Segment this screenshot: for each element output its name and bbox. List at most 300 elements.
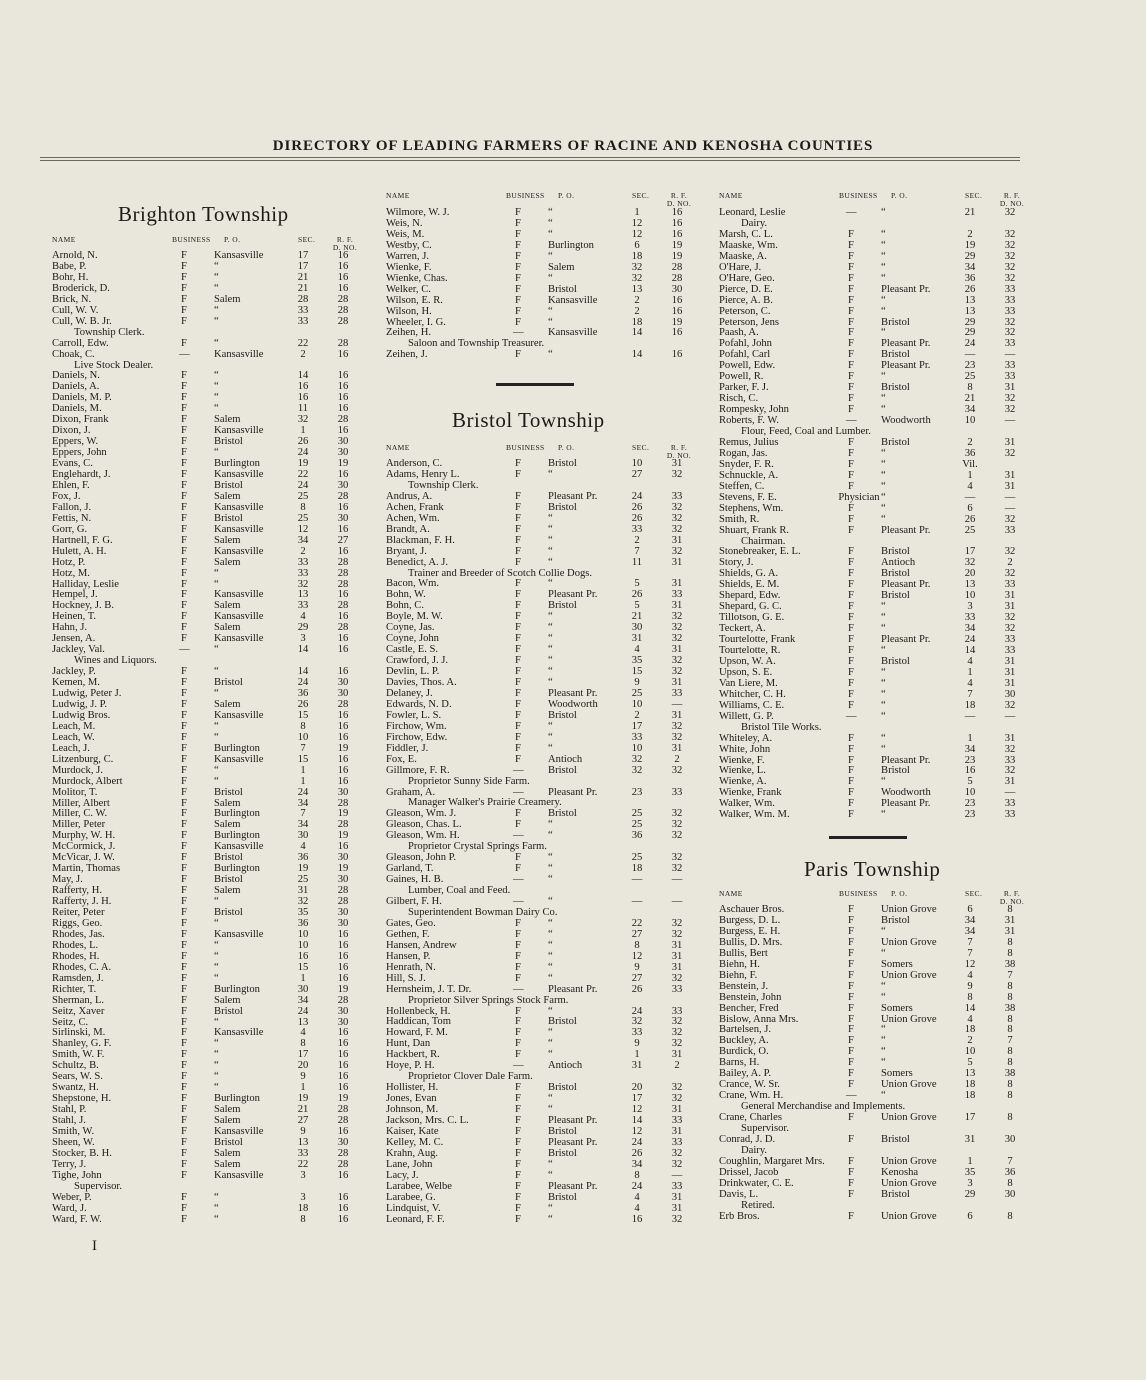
entry-name: Hartnell, F. G.	[52, 534, 113, 546]
entry-rfd: 28	[337, 1158, 349, 1170]
township-heading: Brighton Township	[118, 202, 289, 226]
directory-entry	[719, 349, 1019, 360]
entry-name: Fallon, J.	[52, 501, 92, 513]
directory-entry	[52, 1203, 352, 1214]
entry-po: “	[881, 710, 886, 722]
entry-name: Rhodes, L.	[52, 939, 99, 951]
entry-rfd: 28	[337, 819, 349, 831]
entry-rfd: 32	[671, 1093, 683, 1105]
entry-name: Paash, A.	[719, 327, 759, 339]
entry-section: 33	[297, 1147, 309, 1159]
entry-po: Bristol	[881, 765, 910, 777]
entry-name: Coyne, John	[386, 633, 439, 645]
entry-section: 22	[297, 1158, 309, 1170]
entry-business: F	[181, 1038, 187, 1050]
entry-po: Union Grove	[881, 936, 937, 948]
directory-entry	[52, 600, 352, 611]
entry-section: 18	[631, 863, 643, 875]
entry-rfd: 30	[337, 512, 349, 524]
entry-rfd: 32	[671, 852, 683, 864]
entry-rfd: 19	[337, 983, 349, 995]
entry-name: Roberts, F. W.	[719, 415, 780, 427]
entry-po: “	[214, 764, 219, 776]
entry-name: Smith, R.	[719, 513, 760, 525]
entry-name: Lindquist, V.	[386, 1202, 441, 1214]
directory-entry	[52, 984, 352, 995]
entry-name: Achen, Frank	[386, 501, 444, 513]
directory-entry	[52, 535, 352, 546]
entry-rfd: 31	[1004, 469, 1016, 481]
entry-rfd: 16	[337, 523, 349, 535]
entry-rfd: 31	[1004, 436, 1016, 448]
entry-name: Molitor, T.	[52, 786, 98, 798]
entry-po: “	[214, 720, 219, 732]
entry-rfd: 32	[671, 468, 683, 480]
entry-section: 18	[964, 1024, 976, 1036]
entry-section: 17	[964, 546, 976, 558]
directory-entry	[386, 458, 686, 469]
entry-name: Weis, N.	[386, 217, 423, 229]
column-header-sec: SEC.	[965, 889, 983, 898]
entry-po: “	[548, 1038, 553, 1050]
entry-po: “	[881, 991, 886, 1003]
entry-po: Kansasville	[214, 250, 264, 261]
entry-section: 32	[964, 557, 976, 569]
directory-entry	[719, 1035, 1019, 1046]
entry-rfd: 16	[337, 611, 349, 623]
entry-rfd: 32	[671, 1147, 683, 1159]
entry-po: Bristol	[881, 546, 910, 558]
entry-section: 25	[631, 808, 643, 820]
entry-rfd: 32	[671, 830, 683, 842]
entry-po: Bristol	[214, 479, 243, 491]
entry-business: F	[181, 819, 187, 831]
entry-name: Hoye, P. H.	[386, 1060, 435, 1072]
entry-section: 13	[297, 1016, 309, 1028]
directory-entry	[52, 349, 352, 360]
directory-entry	[719, 382, 1019, 393]
entry-rfd: 33	[1004, 305, 1016, 317]
entry-section: 9	[634, 1038, 640, 1050]
entry-business: F	[515, 600, 521, 612]
directory-entry	[386, 852, 686, 863]
directory-entry	[719, 711, 1019, 722]
entry-name: Gleason, John P.	[386, 852, 457, 864]
entry-section: 14	[631, 1115, 643, 1126]
entry-rfd: 16	[337, 589, 349, 601]
entry-rfd: 30	[337, 447, 349, 459]
entry-rfd: 33	[671, 589, 683, 601]
entry-po: Bristol	[881, 316, 910, 328]
directory-entry	[52, 1027, 352, 1038]
entry-business: —	[846, 710, 857, 722]
entry-rfd: —	[1004, 349, 1016, 361]
directory-entry	[719, 481, 1019, 492]
entry-business: F	[181, 808, 187, 820]
entry-business: F	[848, 677, 854, 689]
entry-name: Fiddler, J.	[386, 742, 429, 754]
entry-po: “	[548, 720, 553, 732]
entry-rfd: 8	[1007, 1057, 1013, 1069]
entry-business: F	[181, 282, 187, 294]
entry-name: Wienke, F.	[386, 261, 432, 273]
entry-rfd: 28	[337, 490, 349, 502]
entry-section: 33	[631, 731, 643, 743]
entry-business: F	[515, 228, 521, 240]
entry-po: Salem	[214, 1104, 241, 1116]
directory-entry	[52, 502, 352, 513]
entry-business: F	[848, 228, 854, 240]
entry-business: F	[181, 742, 187, 754]
entry-business: F	[848, 1177, 854, 1189]
entry-rfd: 32	[671, 972, 683, 984]
entry-business: F	[848, 1068, 854, 1080]
entry-name: Crance, W. Sr.	[719, 1079, 780, 1091]
entry-name: Murdock, J.	[52, 764, 103, 776]
directory-entry	[719, 1156, 1019, 1167]
entry-po: Salem	[214, 600, 241, 612]
entry-section: 19	[297, 1093, 309, 1105]
entry-name: Burdick, O.	[719, 1046, 769, 1058]
entry-rfd: 31	[671, 709, 683, 721]
entry-name: Whiteley, A.	[719, 732, 773, 744]
entry-business: F	[848, 305, 854, 317]
entry-rfd: 31	[671, 950, 683, 962]
entry-po: “	[548, 523, 553, 535]
entry-section: 21	[964, 393, 976, 405]
entry-po: “	[214, 315, 219, 327]
entry-name: Coyne, Jas.	[386, 622, 435, 634]
page-number: I	[92, 1238, 97, 1254]
entry-rfd: 32	[1004, 699, 1016, 711]
entry-section: 9	[634, 961, 640, 973]
entry-po: “	[214, 950, 219, 962]
entry-section: 10	[297, 928, 309, 940]
entry-name: Hansen, P.	[386, 950, 431, 962]
entry-section: 8	[300, 501, 306, 513]
directory-entry	[719, 809, 1019, 820]
entry-section: 29	[964, 1188, 976, 1200]
entry-rfd: 28	[337, 797, 349, 809]
entry-rfd: 31	[671, 1202, 683, 1214]
entry-rfd: 8	[1007, 980, 1013, 992]
entry-name: Weber, P.	[52, 1191, 92, 1203]
entry-po: “	[881, 612, 886, 624]
entry-name: Graham, A.	[386, 786, 436, 798]
entry-name: Riggs, Geo.	[52, 917, 103, 929]
entry-business: F	[848, 655, 854, 667]
directory-entry	[386, 633, 686, 644]
entry-po: Salem	[214, 885, 241, 897]
directory-entry	[52, 1104, 352, 1115]
entry-rfd: 16	[671, 305, 683, 317]
entry-rfd: 16	[337, 1213, 349, 1225]
entry-po: “	[214, 1071, 219, 1083]
entry-po: “	[548, 1158, 553, 1170]
entry-rfd: 19	[337, 863, 349, 875]
entry-business: F	[848, 743, 854, 755]
entry-section: 6	[967, 904, 973, 915]
entry-po: “	[548, 939, 553, 951]
entry-po: “	[548, 863, 553, 875]
directory-entry	[719, 568, 1019, 579]
entry-rfd: 16	[337, 928, 349, 940]
entry-business: F	[515, 217, 521, 229]
directory-entry	[52, 896, 352, 907]
entry-business: F	[848, 1188, 854, 1200]
entry-name: Peterson, Jens	[719, 316, 780, 328]
entry-name: Pofahl, John	[719, 338, 772, 350]
entry-name: Stevens, F. E.	[719, 491, 777, 503]
entry-section: 34	[964, 623, 976, 635]
directory-entry	[52, 1049, 352, 1060]
column-header-rfd: R. F. D. NO.	[999, 191, 1025, 208]
entry-rfd: 19	[337, 742, 349, 754]
entry-business: F	[848, 1024, 854, 1036]
entry-rfd: —	[671, 1169, 683, 1181]
entry-name: Willett, G. P.	[719, 710, 774, 722]
entry-business: F	[181, 1082, 187, 1094]
entry-rfd: 32	[671, 655, 683, 667]
entry-name: Gleason, Wm. H.	[386, 830, 460, 842]
directory-entry	[719, 306, 1019, 317]
entry-business: F	[181, 928, 187, 940]
directory-entry	[52, 732, 352, 743]
column-header-po: P. O.	[224, 235, 241, 244]
entry-po: Salem	[214, 1158, 241, 1170]
entry-section: 12	[631, 1125, 643, 1137]
entry-po: “	[881, 447, 886, 459]
entry-business: F	[181, 677, 187, 689]
entry-po: Salem	[214, 698, 241, 710]
entry-rfd: 30	[671, 283, 683, 295]
entry-rfd: 28	[337, 337, 349, 349]
directory-entry	[386, 973, 686, 984]
entry-rfd: 16	[671, 217, 683, 229]
entry-po: “	[214, 688, 219, 699]
directory-entry	[52, 1017, 352, 1028]
entry-po: Antioch	[881, 557, 916, 569]
entry-po: Union Grove	[881, 1155, 937, 1167]
entry-name: Weis, M.	[386, 228, 425, 240]
entry-po: “	[548, 228, 553, 240]
entry-po: Bristol	[881, 914, 910, 926]
entry-rfd: 32	[1004, 612, 1016, 624]
entry-business: F	[848, 809, 854, 821]
entry-business: F	[848, 634, 854, 646]
entry-rfd: 16	[671, 294, 683, 306]
entry-section: 29	[964, 327, 976, 339]
entry-business: F	[515, 709, 521, 721]
directory-entry	[52, 666, 352, 677]
entry-section: 8	[967, 382, 973, 394]
entry-section: 34	[631, 1158, 643, 1170]
entry-rfd: 30	[337, 1005, 349, 1017]
entry-section: 33	[631, 523, 643, 535]
entry-section: 25	[631, 852, 643, 864]
entry-name: Remus, Julius	[719, 436, 779, 448]
entry-po: Burlington	[548, 239, 594, 251]
entry-section: 26	[631, 983, 643, 995]
entry-business: F	[515, 1136, 521, 1148]
directory-entry	[719, 970, 1019, 981]
entry-rfd: 8	[1007, 936, 1013, 948]
entry-po: Bristol	[214, 874, 243, 886]
entry-rfd: 32	[671, 666, 683, 678]
entry-section: 1	[300, 764, 306, 776]
entry-section: 2	[300, 348, 306, 360]
entry-rfd: 16	[337, 950, 349, 962]
entry-po: “	[881, 469, 886, 481]
entry-name: Conrad, J. D.	[719, 1133, 776, 1145]
directory-entry	[719, 623, 1019, 634]
directory-entry	[386, 808, 686, 819]
entry-section: 17	[631, 1093, 643, 1105]
entry-section: 23	[964, 798, 976, 810]
entry-name: Bohn, C.	[386, 600, 424, 612]
entry-name: McCormick, J.	[52, 841, 116, 853]
entry-note: Bristol Tile Works.	[741, 721, 822, 733]
entry-po: “	[548, 633, 553, 645]
entry-business: —	[513, 786, 524, 798]
entry-po: Burlington	[214, 808, 260, 820]
entry-business: F	[848, 480, 854, 492]
entry-po: “	[548, 578, 553, 590]
entry-rfd: 8	[1007, 1090, 1013, 1102]
entry-note: Proprietor Crystal Springs Farm.	[408, 841, 547, 853]
entry-note: Supervisor.	[74, 1180, 122, 1192]
entry-rfd: 32	[671, 501, 683, 513]
entry-section: 22	[631, 917, 643, 929]
entry-po: “	[214, 972, 219, 984]
entry-section: 32	[631, 261, 643, 273]
entry-business: F	[515, 1027, 521, 1039]
directory-entry	[52, 808, 352, 819]
entry-business: F	[515, 655, 521, 667]
directory-entry	[719, 992, 1019, 1003]
entry-name: Cull, W. V.	[52, 304, 99, 316]
entry-name: Arnold, N.	[52, 250, 98, 261]
entry-po: “	[214, 896, 219, 908]
entry-rfd: 33	[671, 1136, 683, 1148]
entry-po: “	[548, 819, 553, 831]
directory-entry	[386, 317, 686, 328]
entry-business: F	[515, 294, 521, 306]
entry-name: Bailey, A. P.	[719, 1068, 771, 1080]
entry-po: “	[214, 961, 219, 973]
entry-rfd: 16	[337, 370, 349, 382]
entry-name: Gorr, G.	[52, 523, 88, 535]
directory-entry	[52, 568, 352, 579]
entry-business: F	[848, 754, 854, 766]
directory-entry	[386, 743, 686, 754]
entry-name: Hotz, M.	[52, 567, 90, 579]
entry-business: F	[515, 501, 521, 513]
entry-section: 4	[967, 677, 973, 689]
entry-rfd: 31	[671, 1191, 683, 1203]
column-header-business: BUSINESS	[506, 443, 545, 452]
entry-section: 34	[297, 994, 309, 1006]
title-rule	[40, 157, 1020, 158]
entry-name: Babe, P.	[52, 260, 87, 272]
entry-section: 29	[964, 316, 976, 328]
column-header-name: NAME	[719, 889, 743, 898]
entry-section: 4	[300, 1027, 306, 1039]
entry-rfd: 28	[337, 414, 349, 426]
entry-section: 21	[964, 207, 976, 218]
entry-po: “	[881, 239, 886, 251]
directory-entry	[386, 611, 686, 622]
entry-po: Kansasville	[214, 348, 264, 360]
entry-name: Shanley, G. F.	[52, 1038, 112, 1050]
entry-rfd: 16	[337, 1169, 349, 1181]
entry-name: Shields, E. M.	[719, 579, 780, 591]
entry-rfd: 33	[1004, 809, 1016, 821]
entry-name: Sirlinski, M.	[52, 1027, 106, 1039]
entry-rfd: 16	[671, 349, 683, 361]
entry-section: 7	[967, 947, 973, 959]
directory-entry	[52, 1126, 352, 1137]
entry-business: F	[181, 370, 187, 382]
entry-section: 13	[964, 1068, 976, 1080]
directory-entry	[386, 765, 686, 776]
directory-entry	[52, 305, 352, 316]
entry-po: Burlington	[214, 863, 260, 875]
entry-section: 27	[297, 1115, 309, 1127]
entry-name: Stahl, P.	[52, 1104, 87, 1116]
entry-business: F	[181, 874, 187, 886]
entry-name: Benstein, J.	[719, 980, 769, 992]
entry-section: 29	[297, 622, 309, 634]
entry-po: Kansasville	[214, 1126, 264, 1137]
entry-rfd: 32	[1004, 568, 1016, 580]
entry-po: Pleasant Pr.	[548, 786, 598, 798]
entry-section: 8	[967, 991, 973, 1003]
entry-rfd: 28	[671, 261, 683, 273]
section-separator	[496, 383, 574, 386]
entry-po: Bristol	[881, 590, 910, 602]
entry-po: “	[214, 939, 219, 951]
entry-business: F	[515, 1104, 521, 1116]
entry-section: 32	[297, 414, 309, 426]
column-header-name: NAME	[386, 191, 410, 200]
entry-name: Eppers, W.	[52, 436, 99, 448]
entry-business: F	[848, 1112, 854, 1124]
entry-po: “	[548, 961, 553, 973]
entry-po: Woodworth	[548, 698, 598, 710]
directory-entry	[52, 589, 352, 600]
entry-po: “	[881, 925, 886, 937]
entry-section: 33	[297, 556, 309, 568]
entry-po: Burlington	[214, 830, 260, 842]
entry-section: 13	[964, 294, 976, 306]
entry-business: F	[181, 775, 187, 787]
entry-po: “	[214, 917, 219, 929]
entry-rfd: 32	[671, 863, 683, 875]
entry-po: Antioch	[548, 1060, 583, 1072]
entry-rfd: 32	[671, 633, 683, 645]
directory-entry	[386, 578, 686, 589]
entry-section: 12	[631, 217, 643, 229]
directory-entry	[52, 1170, 352, 1181]
entry-name: Bacon, Wm.	[386, 578, 440, 590]
entry-business: F	[515, 1016, 521, 1028]
entry-section: 24	[631, 1136, 643, 1148]
entry-business: F	[181, 1136, 187, 1148]
entry-name: Crawford, J. J.	[386, 655, 449, 667]
entry-section: 31	[631, 1060, 643, 1072]
entry-business: —	[179, 348, 190, 360]
